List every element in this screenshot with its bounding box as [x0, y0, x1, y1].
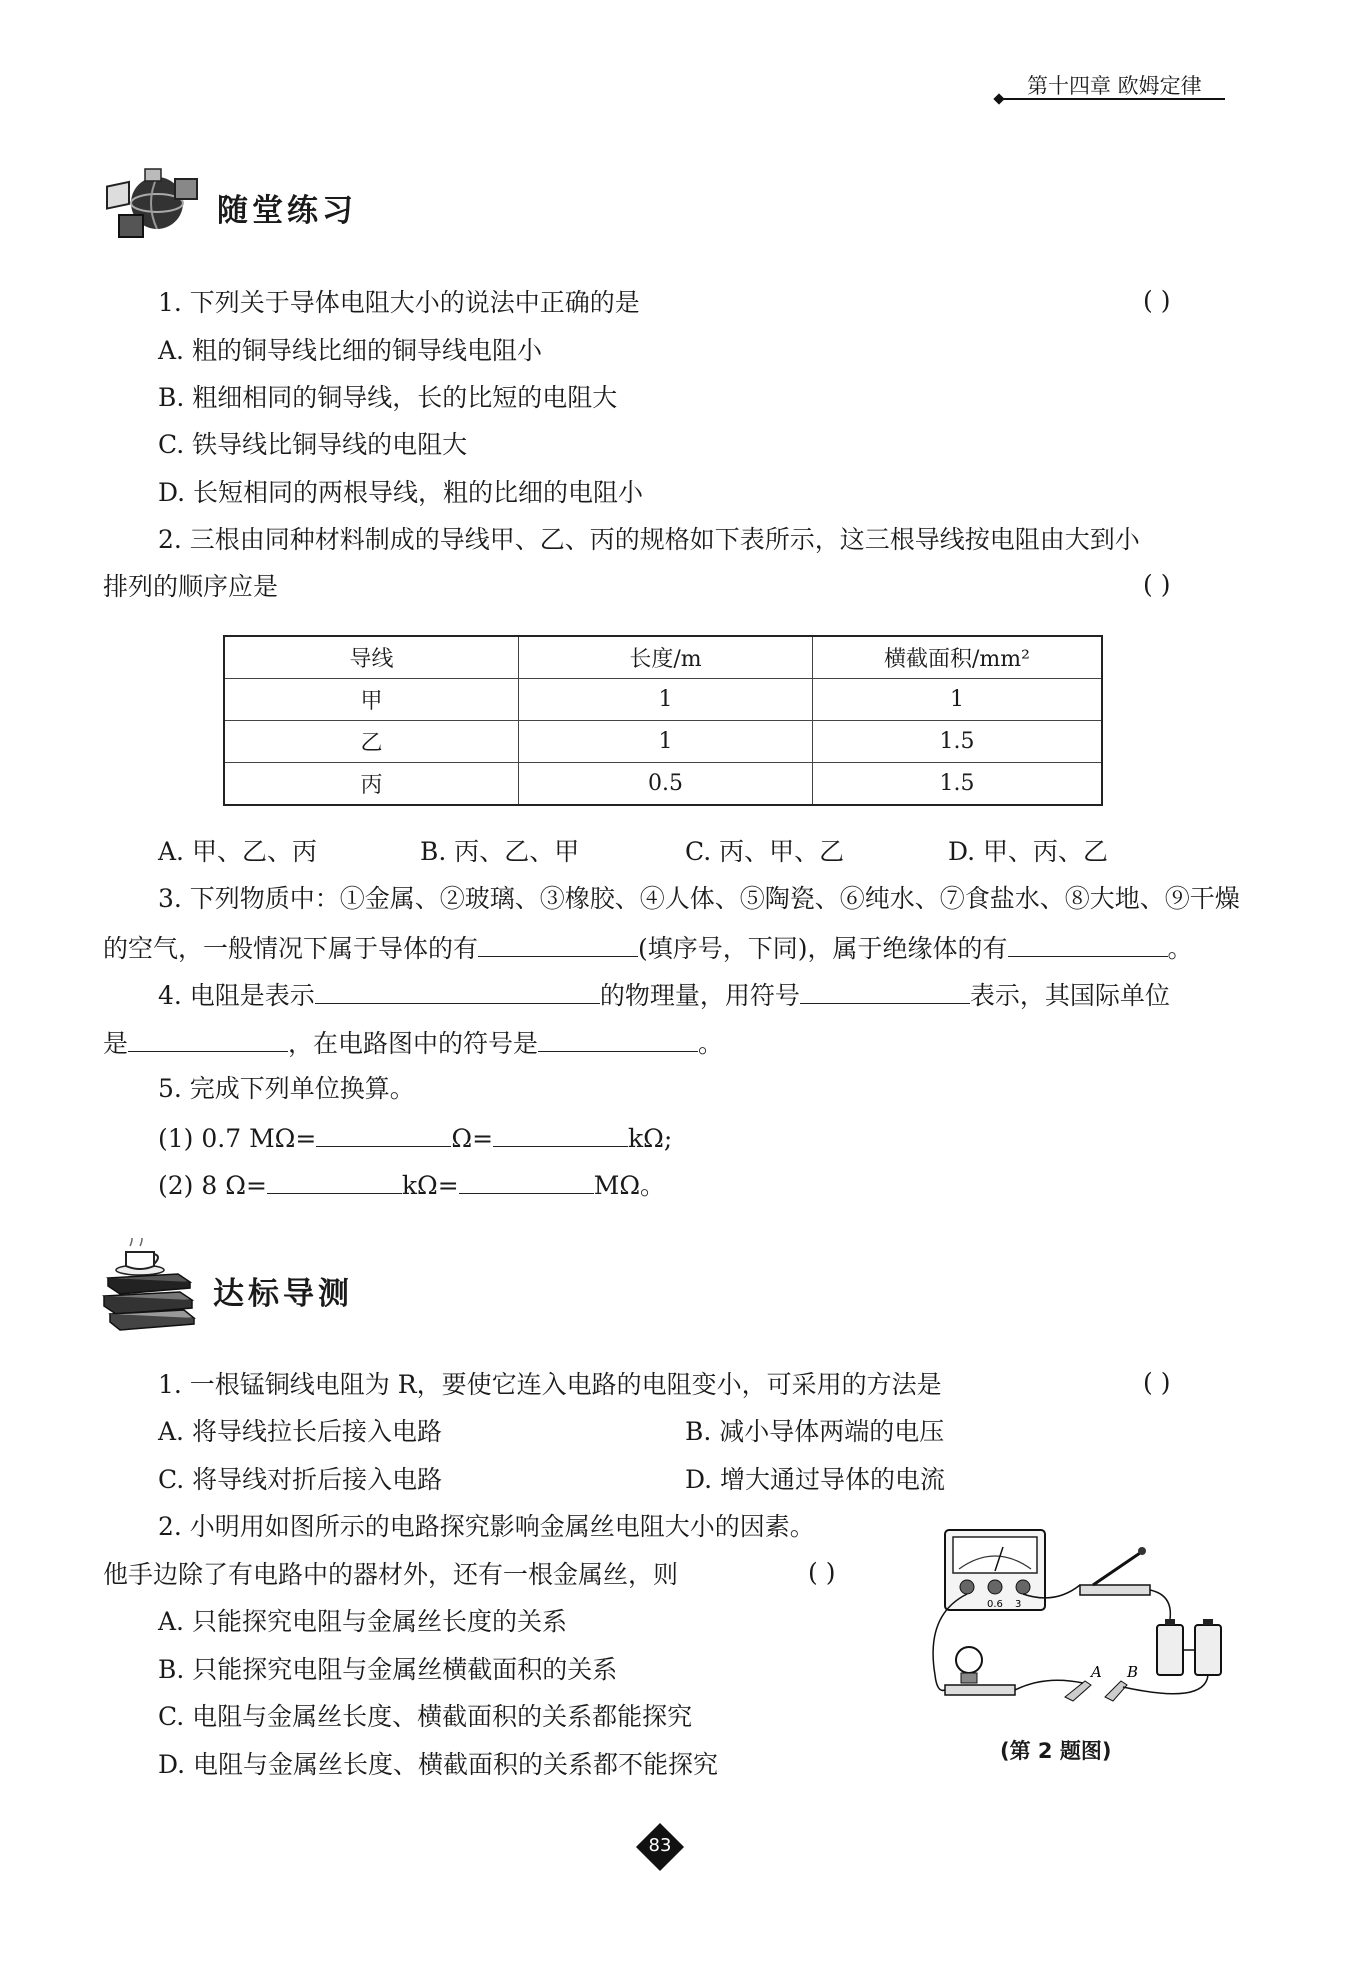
option-b: B. 减小导体两端的电压	[685, 1417, 945, 1446]
option-a: A. 粗的铜导线比细的铜导线电阻小	[158, 336, 542, 365]
table-header-row	[224, 636, 1102, 679]
fill-blank-conductors[interactable]	[478, 930, 638, 957]
fill-blank-meaning[interactable]	[315, 977, 600, 1004]
question-stem-cont: 他手边除了有电路中的器材外，还有一根金属丝，则	[103, 1560, 679, 1589]
option-c: C. 铁导线比铜导线的电阻大	[158, 430, 468, 459]
question-stem	[158, 1368, 942, 1402]
question-stem-cont	[103, 930, 1193, 966]
text-segment: kΩ;	[628, 1124, 673, 1153]
clip-label-a: A	[1091, 1663, 1102, 1681]
answer-bracket: ( )	[1143, 286, 1171, 315]
table-row	[224, 679, 1102, 721]
option-c: C. 电阻与金属丝长度、横截面积的关系都能探究	[158, 1702, 693, 1731]
bulb-icon	[956, 1647, 982, 1673]
section-title: 随堂练习	[217, 193, 357, 229]
option-d: D. 电阻与金属丝长度、横截面积的关系都不能探究	[158, 1750, 719, 1779]
answer-bracket: ( )	[1143, 570, 1171, 599]
section-title: 达标导测	[213, 1276, 353, 1312]
question-stem-cont	[103, 1025, 723, 1061]
fill-blank[interactable]	[493, 1120, 628, 1147]
fill-blank-symbol[interactable]	[800, 977, 970, 1004]
text-segment: ，在电路图中的符号是	[288, 1029, 539, 1058]
question-stem-cont: 排列的顺序应是	[103, 572, 279, 601]
text-segment: 是	[103, 1029, 129, 1058]
table-header-cell: 长度/m	[519, 636, 813, 679]
table-cell: 1	[519, 721, 813, 763]
section-practice-heading	[105, 165, 385, 245]
conversion-line-2	[158, 1167, 665, 1203]
table-header-cell: 导线	[224, 636, 519, 679]
fill-blank-insulators[interactable]	[1008, 930, 1168, 957]
text-segment: 。	[1167, 934, 1193, 963]
fill-blank[interactable]	[459, 1167, 594, 1194]
table-cell: 1	[813, 679, 1103, 721]
fill-blank-circuit-symbol[interactable]	[538, 1025, 698, 1052]
chapter-title: 第十四章 欧姆定律	[1027, 74, 1202, 98]
question-stem	[158, 977, 1170, 1013]
text-segment: 表示，其国际单位	[969, 981, 1170, 1010]
option-a: A. 甲、乙、丙	[158, 837, 317, 866]
wire-spec-table	[223, 635, 1103, 806]
page-number-badge	[637, 1824, 683, 1870]
table-cell: 1	[519, 679, 813, 721]
question-stem: 1. 下列关于导体电阻大小的说法中正确的是	[158, 288, 640, 317]
text-segment: (1) 0.7 MΩ=	[158, 1124, 317, 1153]
table-cell: 丙	[224, 763, 519, 806]
fill-blank-unit[interactable]	[128, 1025, 288, 1052]
text-segment: Ω=	[451, 1124, 494, 1153]
table-cell: 甲	[224, 679, 519, 721]
clip-a-icon	[1065, 1681, 1091, 1701]
option-b: B. 丙、乙、甲	[420, 837, 580, 866]
option-c: C. 丙、甲、乙	[685, 837, 845, 866]
page-number: 83	[648, 1835, 672, 1856]
header-rule	[1003, 98, 1225, 100]
table-row	[224, 763, 1102, 806]
option-b: B. 只能探究电阻与金属丝横截面积的关系	[158, 1655, 618, 1684]
table-cell: 0.5	[519, 763, 813, 806]
ammeter-scale-label: 0.6	[987, 1599, 1003, 1610]
text-segment: 的物理量，用符号	[599, 981, 800, 1010]
clip-label-b: B	[1127, 1663, 1139, 1681]
circuit-figure	[915, 1525, 1230, 1765]
clip-b-icon	[1105, 1681, 1127, 1701]
ammeter-scale-label: 3	[1015, 1599, 1022, 1610]
text-segment: 。	[698, 1029, 724, 1058]
battery-icon	[1157, 1625, 1183, 1675]
question-stem: 3. 下列物质中：①金属、②玻璃、③橡胶、④人体、⑤陶瓷、⑥纯水、⑦食盐水、⑧大地、⑨干燥	[158, 884, 1240, 913]
text-segment: (2) 8 Ω=	[158, 1171, 267, 1200]
fill-blank[interactable]	[267, 1167, 402, 1194]
text-segment: 4. 电阻是表示	[158, 981, 315, 1010]
battery-icon	[1195, 1625, 1221, 1675]
text-segment: (填序号，下同)，属于绝缘体的有	[638, 934, 1008, 963]
table-row	[224, 721, 1102, 763]
table-cell: 1.5	[813, 721, 1103, 763]
books-coffee-icon	[100, 1238, 200, 1333]
text-segment: 的空气，一般情况下属于导体的有	[103, 934, 479, 963]
option-a: A. 将导线拉长后接入电路	[158, 1417, 442, 1446]
table-cell: 乙	[224, 721, 519, 763]
answer-bracket: ( )	[808, 1558, 836, 1587]
globe-cube-icon	[105, 165, 205, 243]
text-segment: 1. 一根锰铜线电阻为 R，要使它连入电路的电阻变小，可采用的方法是	[158, 1370, 942, 1399]
text-segment: kΩ=	[401, 1171, 459, 1200]
option-d: D. 甲、丙、乙	[948, 837, 1109, 866]
circuit-diagram	[915, 1525, 1230, 1725]
option-d: D. 长短相同的两根导线，粗的比细的电阻小	[158, 478, 644, 507]
table-header-cell: 横截面积/mm²	[813, 636, 1103, 679]
question-stem: 5. 完成下列单位换算。	[158, 1074, 415, 1103]
option-b: B. 粗细相同的铜导线，长的比短的电阻大	[158, 383, 618, 412]
question-stem: 2. 小明用如图所示的电路探究影响金属丝电阻大小的因素。	[158, 1512, 815, 1541]
fill-blank[interactable]	[316, 1120, 451, 1147]
option-c: C. 将导线对折后接入电路	[158, 1465, 443, 1494]
figure-caption: (第 2 题图)	[1000, 1739, 1112, 1763]
question-stem: 2. 三根由同种材料制成的导线甲、乙、丙的规格如下表所示，这三根导线按电阻由大到小	[158, 525, 1140, 554]
table-cell: 1.5	[813, 763, 1103, 806]
answer-bracket: ( )	[1143, 1368, 1171, 1397]
conversion-line-1	[158, 1120, 672, 1156]
option-a: A. 只能探究电阻与金属丝长度的关系	[158, 1607, 567, 1636]
option-d: D. 增大通过导体的电流	[685, 1465, 946, 1494]
chapter-header	[995, 70, 1225, 106]
switch-icon	[1080, 1585, 1150, 1595]
section-test-heading	[100, 1238, 390, 1333]
text-segment: MΩ。	[593, 1171, 666, 1200]
